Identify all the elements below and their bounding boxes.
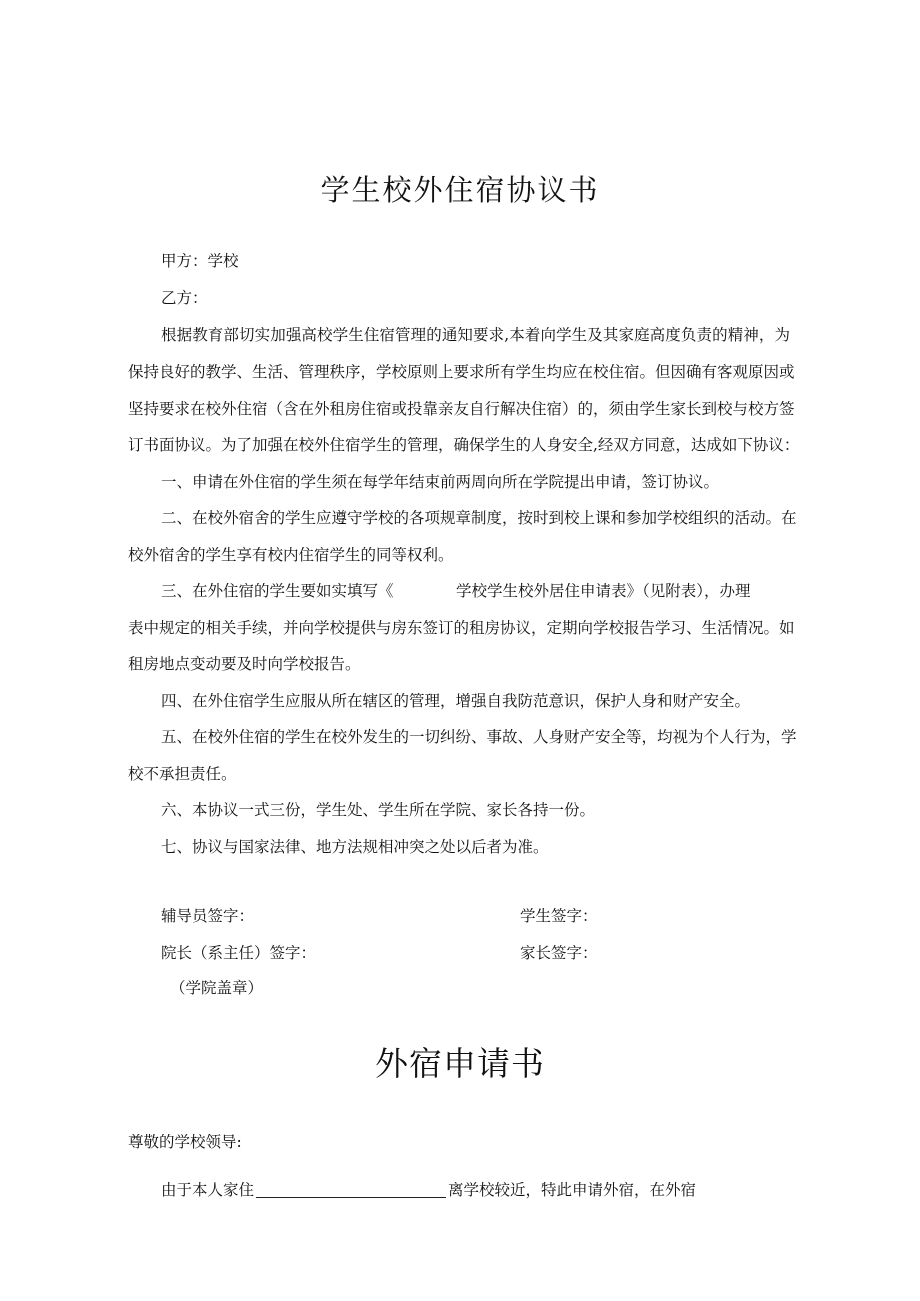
address-blank-field[interactable] <box>256 1181 446 1198</box>
clause-6: 六、本协议一式三份，学生处、学生所在学院、家长各持一份。 <box>161 801 596 819</box>
college-seal-note: （学院盖章） <box>170 979 264 997</box>
clause-4: 四、在外住宿学生应服从所在辖区的管理，增强自我防范意识，保护人身和财产安全。 <box>161 692 751 710</box>
clause-1: 一、申请在外住宿的学生须在每学年结束前两周向所在学院提出申请，签订协议。 <box>161 473 720 491</box>
counselor-signature-label: 辅导员签字： <box>161 907 255 925</box>
clause-5-line-2: 校不承担责任。 <box>128 765 237 783</box>
intro-line-2: 保持良好的教学、生活、管理秩序，学校原则上要求所有学生均应在校住宿。但因确有客观原因或 <box>128 363 795 381</box>
party-a: 甲方：学校 <box>161 252 239 270</box>
intro-line-3: 坚持要求在校外住宿（含在外租房住宿或投靠亲友自行解决住宿）的，须由学生家长到校与校方签 <box>128 400 795 418</box>
parent-signature-label: 家长签字： <box>520 944 598 962</box>
student-signature-label: 学生签字： <box>520 907 598 925</box>
clause-3-line-3: 租房地点变动要及时向学校报告。 <box>128 655 361 673</box>
clause-3-part-1: 三、在外住宿的学生要如实填写《 <box>161 582 394 600</box>
application-body-part-2: 离学校较近，特此申请外宿，在外宿 <box>448 1181 697 1199</box>
clause-2-line-1: 二、在校外宿舍的学生应遵守学校的各项规章制度，按时到校上课和参加学校组织的活动。在 <box>161 509 797 527</box>
party-b: 乙方： <box>161 289 208 307</box>
clause-3-part-2: 学校学生校外居住申请表》（见附表），办理 <box>456 582 751 600</box>
clause-7: 七、协议与国家法律、地方法规相冲突之处以后者为准。 <box>161 838 549 856</box>
intro-line-4: 订书面协议。为了加强在校外住宿学生的管理，确保学生的人身安全,经双方同意，达成如下协议： <box>128 436 800 454</box>
application-body-line <box>161 1179 696 1201</box>
application-title: 外宿申请书 <box>375 1044 545 1083</box>
agreement-title: 学生校外住宿协议书 <box>320 173 600 207</box>
clause-5-line-1: 五、在校外住宿的学生在校外发生的一切纠纷、事故、人身财产安全等，均视为个人行为，学 <box>161 728 797 746</box>
clause-2-line-2: 校外宿舍的学生享有校内住宿学生的同等权利。 <box>128 546 454 564</box>
application-salutation: 尊敬的学校领导: <box>128 1133 242 1151</box>
clause-3-line-2: 表中规定的相关手续，并向学校提供与房东签订的租房协议，定期向学校报告学习、生活情况。如 <box>128 619 795 637</box>
dean-signature-label: 院长（系主任）签字： <box>161 944 317 962</box>
intro-line-1: 根据教育部切实加强高校学生住宿管理的通知要求,本着向学生及其家庭高度负责的精神，为 <box>161 326 790 344</box>
application-body-part-1: 由于本人家住 <box>161 1181 255 1199</box>
